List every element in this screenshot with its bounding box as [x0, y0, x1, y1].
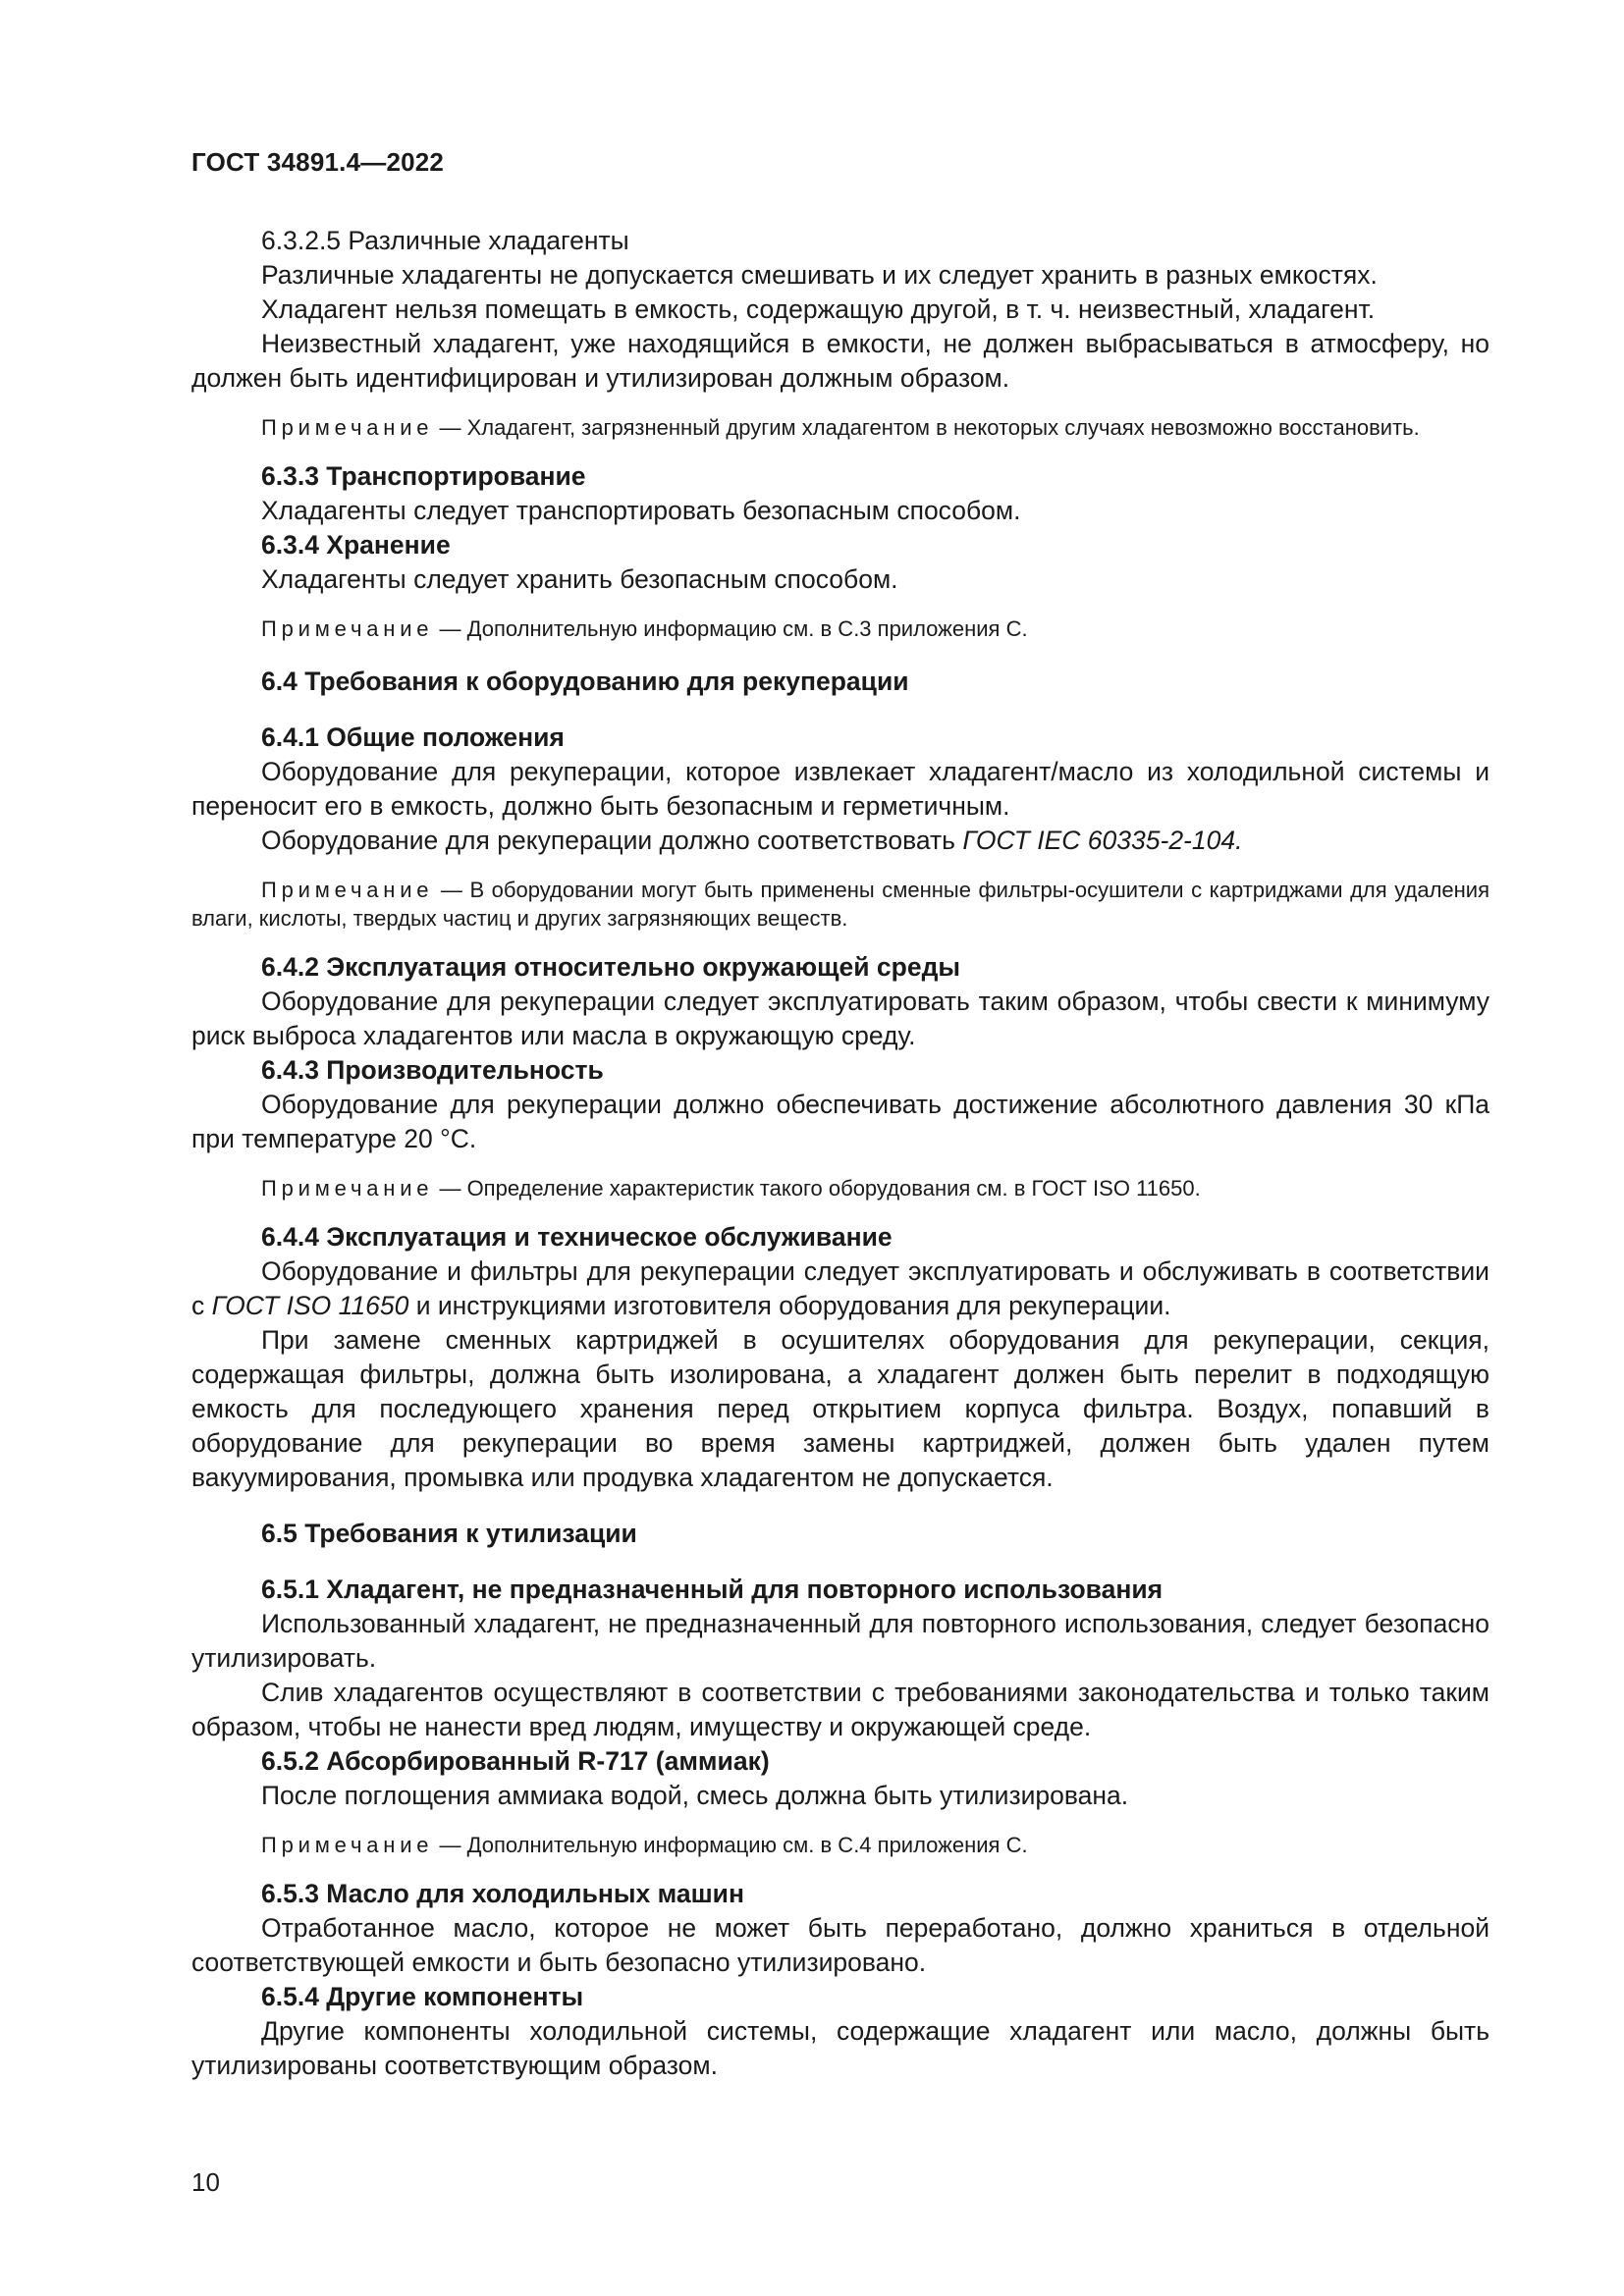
paragraph: При замене сменных картриджей в осушителях оборудования для рекуперации, секция, содержащая фильтры, должна быть изолирована, а хладагент должен быть перелит в подходящую емкость для последующего хранения перед открытием корпуса фильтра. Воздух, попавший в оборудование для рекуперации во время замены картриджей, должен быть удален путем вакуумирования, промывка или продувка хладагентом не допускается.	[191, 1325, 1489, 1492]
note-text: — Хладагент, загрязненный другим хладагентом в некоторых случаях невозможно восстановить.	[433, 415, 1420, 440]
section-heading: 6.5.1 Хладагент, не предназначенный для повторного использования	[261, 1575, 1164, 1604]
note-label: Примечание	[261, 415, 434, 440]
paragraph: После поглощения аммиака водой, смесь должна быть утилизирована.	[261, 1781, 1129, 1810]
section-heading: 6.4.3 Производительность	[261, 1055, 604, 1085]
paragraph-text: и инструкциями изготовителя оборудования для рекуперации.	[408, 1291, 1171, 1320]
note	[191, 614, 1489, 643]
note-label: Примечание	[261, 1176, 434, 1201]
paragraph: Хладагент нельзя помещать в емкость, содержащую другой, в т. ч. неизвестный, хладагент.	[261, 294, 1376, 324]
section-heading: 6.5.3 Масло для холодильных машин	[261, 1879, 744, 1908]
section-heading: 6.4 Требования к оборудованию для рекуперации	[261, 667, 909, 696]
note	[191, 1831, 1489, 1859]
section-heading: 6.5.4 Другие компоненты	[261, 1982, 584, 2011]
note	[191, 876, 1489, 933]
paragraph	[191, 1255, 1489, 1323]
document-body	[191, 224, 1489, 2083]
paragraph: Другие компоненты холодильной системы, содержащие хладагент или масло, должны быть утилизированы соответствующим образом.	[191, 2016, 1489, 2080]
note	[191, 413, 1489, 442]
document-header: ГОСТ 34891.4—2022	[191, 147, 445, 177]
paragraph: Неизвестный хладагент, уже находящийся в емкости, не должен выбрасываться в атмосферу, но должен быть идентифицирован и утилизирован должным образом.	[191, 329, 1489, 393]
note-label: Примечание	[261, 1833, 434, 1857]
paragraph: Различные хладагенты не допускается смешивать и их следует хранить в разных емкостях.	[261, 260, 1378, 290]
section-heading: 6.4.2 Эксплуатация относительно окружающей среды	[261, 952, 961, 982]
paragraph: Оборудование для рекуперации следует эксплуатировать таким образом, чтобы свести к минимуму риск выброса хладагентов или масла в окружающую среду.	[191, 987, 1489, 1050]
note-text: — Определение характеристик такого оборудования см. в ГОСТ ISO 11650.	[433, 1176, 1201, 1201]
note-text: — Дополнительную информацию см. в С.3 приложения С.	[433, 616, 1028, 641]
section-heading: 6.4.4 Эксплуатация и техническое обслуживание	[261, 1222, 893, 1252]
section-heading: 6.5 Требования к утилизации	[261, 1519, 637, 1548]
paragraph: Хладагенты следует транспортировать безопасным способом.	[261, 496, 1021, 525]
note	[191, 1174, 1489, 1202]
paragraph: Слив хладагентов осуществляют в соответствии с требованиями законодательства и только таким образом, чтобы не нанести вред людям, имуществу и окружающей среде.	[191, 1678, 1489, 1741]
paragraph: Использованный хладагент, не предназначенный для повторного использования, следует безопасно утилизировать.	[191, 1609, 1489, 1673]
paragraph: Оборудование для рекуперации должно обеспечивать достижение абсолютного давления 30 кПа при температуре 20 °С.	[191, 1090, 1489, 1153]
paragraph-text: Оборудование и фильтры для рекуперации следует эксплуатировать и обслуживать в соответствии с	[191, 1256, 1489, 1320]
section-heading: 6.3.4 Хранение	[261, 530, 451, 560]
section-heading: 6.4.1 Общие положения	[261, 722, 565, 752]
paragraph: Хладагенты следует хранить безопасным способом.	[261, 564, 898, 594]
note-label: Примечание	[261, 616, 434, 641]
note-text: — Дополнительную информацию см. в С.4 приложения С.	[433, 1833, 1028, 1857]
subsection-title: 6.3.2.5 Различные хладагенты	[261, 226, 629, 255]
note-text: — В оборудовании могут быть применены сменные фильтры-осушители с картриджами для удаления влаги, кислоты, твердых частиц и других загрязняющих веществ.	[191, 878, 1489, 931]
note-label: Примечание	[261, 878, 434, 902]
paragraph: Отработанное масло, которое не может быть переработано, должно храниться в отдельной соответствующей емкости и быть безопасно утилизировано.	[191, 1913, 1489, 1977]
standard-reference: ГОСТ ISO 11650	[211, 1291, 409, 1320]
page-number: 10	[191, 2167, 220, 2197]
paragraph-text: Оборудование для рекуперации должно соответствовать	[261, 826, 963, 855]
section-heading: 6.5.2 Абсорбированный R-717 (аммиак)	[261, 1746, 770, 1776]
section-heading: 6.3.3 Транспортирование	[261, 461, 586, 491]
standard-reference: ГОСТ IEC 60335-2-104.	[962, 826, 1243, 855]
paragraph: Оборудование для рекуперации, которое извлекает хладагент/масло из холодильной системы и переносит его в емкость, должно быть безопасным и герметичным.	[191, 757, 1489, 821]
paragraph	[191, 824, 1489, 858]
